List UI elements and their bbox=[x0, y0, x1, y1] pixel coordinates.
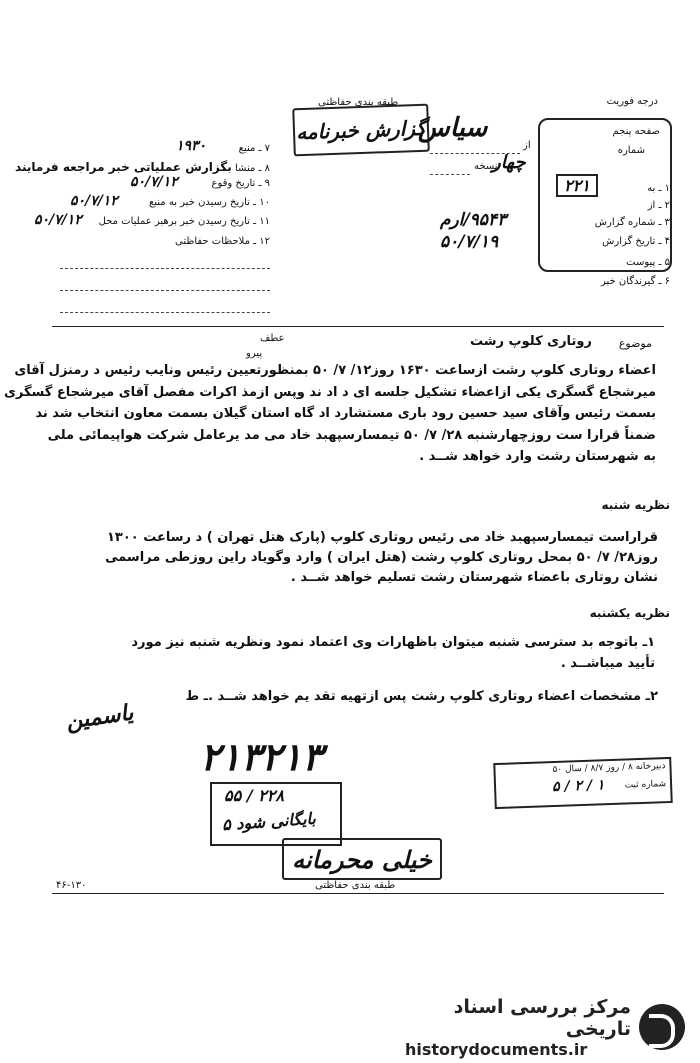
field-report-number bbox=[595, 217, 670, 228]
received-stamp bbox=[493, 757, 672, 809]
received-stamp-line1: دبیرخانه ۸ / روز ۸/۷ / سال ۵۰ bbox=[552, 761, 666, 776]
footer-classification-stamp-text: خیلی محرمانه bbox=[292, 844, 432, 874]
p1-line: به شهرستان رشت وارد خواهد شــد . bbox=[419, 449, 656, 464]
p3-line: ۱ـ باتوجه بد سترسی شنبه میتوان باظهارات وی اعتماد نمود ونظریه شنبه نیز مورد bbox=[131, 635, 655, 650]
archive-stamp-line2: بایگانی شود ۵ bbox=[221, 808, 317, 835]
notes-line-2 bbox=[60, 290, 270, 291]
paragraph-2 bbox=[38, 531, 658, 591]
p1-line: ضمناً قرارا ست روزچهارشنبه ۲۸/ ۷/ ۵۰ تیمسارسپهبد خاد می مد یرعامل شرکت هواپیمائی ملی bbox=[47, 427, 656, 443]
received-by-leader-value: ۵۰/۷/۱۲ bbox=[34, 212, 82, 228]
field-label: ۲ ـ از bbox=[647, 200, 670, 211]
from-label: از bbox=[523, 140, 531, 151]
archive-logo-icon bbox=[639, 1004, 685, 1050]
received-stamp-line2: شماره ثبت bbox=[624, 779, 667, 791]
p1-line: میرشجاع گسگری یکی ازاعضاء تشکیل جلسه ای د اد ند وپس ازمذ اکرات مفصل آقای میرشجاع گسگری bbox=[3, 384, 656, 400]
notes-line-3 bbox=[60, 312, 270, 313]
field-source bbox=[239, 143, 270, 154]
footer-classification-stamp bbox=[282, 838, 442, 880]
field-event-date bbox=[212, 178, 270, 189]
archive-stamp-line1: ۲۲۸ / ۵۵ bbox=[224, 786, 284, 805]
field-to bbox=[647, 183, 670, 194]
copy-label: نسخه bbox=[474, 161, 498, 172]
field-received-by-leader bbox=[99, 216, 270, 227]
stamp-number: ۲۲۱ bbox=[556, 174, 598, 197]
notes-line-1 bbox=[60, 268, 270, 269]
report-date-value: ۵۰/۷/۱۹ bbox=[440, 232, 499, 252]
p3-line: تأیید میباشــد . bbox=[560, 656, 655, 671]
field-label: ۹ ـ تاریخ وقوع bbox=[211, 178, 270, 189]
received-stamp-line3: ۵ / ۲ / ۱ bbox=[551, 777, 605, 796]
copy-line bbox=[430, 174, 470, 175]
field-label: ۱۲ ـ ملاحظات حفاظتی bbox=[175, 236, 270, 247]
report-stamp-text: گزارش خبرنامه bbox=[295, 115, 427, 145]
watermark-text bbox=[405, 996, 631, 1059]
field-from bbox=[648, 200, 670, 211]
watermark bbox=[405, 995, 685, 1059]
p1-line: بسمت رئیس وآقای سید حسین رود باری مستشارد اد گاه استان گیلان بسمت معاون انتخاب شد ند bbox=[35, 406, 656, 421]
subject-value: روتاری کلوپ رشت bbox=[470, 334, 592, 349]
report-stamp bbox=[292, 104, 430, 157]
event-date-value: ۵۰/۷/۱۲ bbox=[130, 174, 178, 190]
archive-stamp bbox=[210, 782, 342, 846]
archive-number: ۲۱۳۲۱۳ bbox=[200, 734, 323, 779]
from-line bbox=[430, 153, 520, 154]
urgency-label: درجه فوریت bbox=[606, 96, 658, 107]
field-report-date bbox=[602, 236, 670, 247]
field-attachment bbox=[626, 257, 670, 268]
field-recipients bbox=[601, 276, 670, 287]
field-origin bbox=[15, 160, 270, 174]
p2-line: قراراست تیمسارسپهبد خاد می رئیس روتاری کلوپ (پارک هتل تهران ) د رساعت ۱۳۰۰ bbox=[106, 530, 658, 545]
footer-classification-label: طبقه بندی حفاظتی bbox=[315, 880, 396, 891]
subject-label: موضوع bbox=[618, 337, 652, 350]
field-received-by-source bbox=[149, 197, 270, 208]
report-number-value: ۹۵۴۳/ارم bbox=[440, 210, 507, 230]
field-label: ۵ ـ پیوست bbox=[626, 257, 670, 268]
handwritten-from: سیاس bbox=[418, 113, 488, 143]
field-security-notes bbox=[175, 236, 270, 247]
field-label: ۳ ـ شماره گزارش bbox=[594, 217, 670, 228]
received-by-source-value: ۵۰/۷/۱۲ bbox=[70, 193, 118, 209]
peyro-label: پیرو bbox=[246, 348, 263, 359]
classification-label: طبقه بندی حفاظتی bbox=[318, 97, 399, 108]
source-value: ۱۹۳۰ bbox=[176, 138, 207, 154]
field-label: ۴ ـ تاریخ گزارش bbox=[602, 236, 670, 247]
paragraph-3 bbox=[35, 636, 655, 678]
watermark-title: مرکز بررسی اسناد تاریخی bbox=[453, 995, 631, 1040]
sheet-label: صفحه پنجم bbox=[612, 126, 660, 137]
field-label: ۷ ـ منبع bbox=[238, 143, 270, 154]
atf-label: عطف bbox=[260, 333, 285, 344]
origin-value: بگزارش عملیاتی خبر مراجعه فرمایند bbox=[15, 160, 232, 174]
field-label: ۱ ـ به bbox=[647, 183, 670, 194]
form-code: ۴۶-۱۳۰ bbox=[56, 880, 87, 891]
header-divider bbox=[52, 326, 664, 327]
signature: یاسمین bbox=[64, 699, 135, 735]
number-label: شماره bbox=[617, 145, 645, 156]
opinion-sunday-label: نظریه یکشنبه bbox=[589, 606, 670, 620]
field-label: ۱۱ ـ تاریخ رسیدن خبر برهبر عملیات محل bbox=[98, 216, 270, 227]
p1-line: اعضاء روتاری کلوپ رشت ازساعت ۱۶۳۰ روز۱۲/ ۷/ ۵۰ بمنظورتعیین رئیس ونایب رئیس د رمنزل آقای bbox=[14, 363, 656, 378]
paragraph-4: ۲ـ مشخصات اعضاء روتاری کلوپ رشت پس ازتهیه تقد یم خواهد شــد .ـ ط bbox=[185, 689, 658, 704]
paragraph-1 bbox=[3, 363, 656, 472]
field-label: ۸ ـ منشا bbox=[234, 163, 270, 174]
p2-line: نشان روتاری باعضاء شهرستان رشت تسلیم خواهد شــد . bbox=[290, 570, 658, 585]
field-label: ۶ ـ گیرندگان خبر bbox=[600, 276, 670, 287]
watermark-url: historydocuments.ir bbox=[405, 1039, 588, 1059]
p2-line: روز۲۸/ ۷/ ۵۰ بمحل روتاری کلوپ رشت (هتل ایران ) وارد وگویاد راین روزطی مراسمی bbox=[105, 550, 658, 565]
field-label: ۱۰ ـ تاریخ رسیدن خبر به منبع bbox=[148, 197, 270, 208]
footer-divider bbox=[52, 893, 664, 894]
opinion-saturday-label: نظریه شنبه bbox=[601, 498, 670, 512]
handwritten-copy: چهار bbox=[492, 152, 526, 173]
